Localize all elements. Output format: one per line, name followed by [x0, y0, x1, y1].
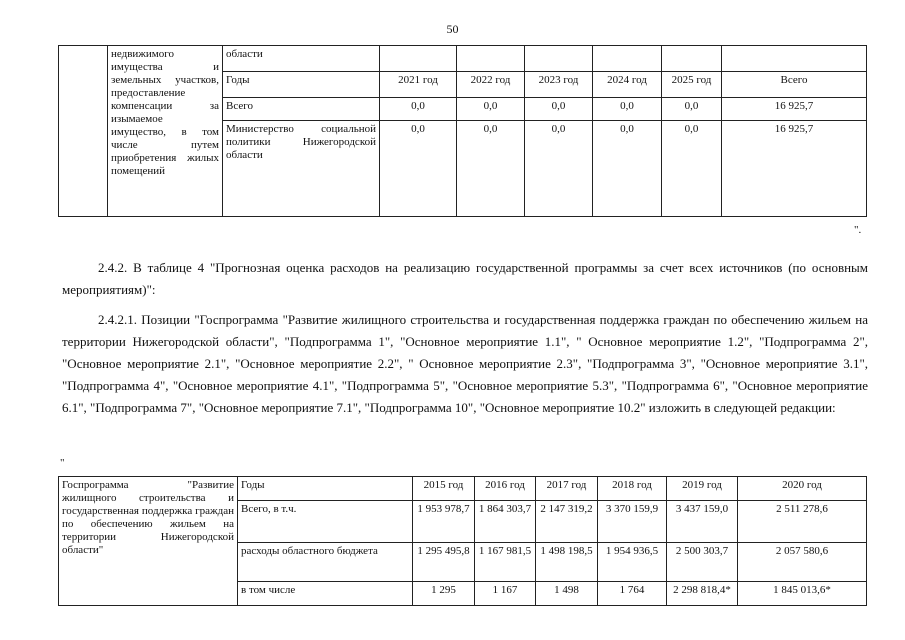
value-cell: 1 295 [413, 582, 475, 606]
year-header: 2022 год [457, 72, 525, 98]
years-label: Годы [238, 477, 413, 501]
row-label: в том числе [238, 582, 413, 606]
value-cell: 0,0 [380, 121, 457, 217]
value-cell: 3 437 159,0 [667, 501, 738, 543]
year-header: 2015 год [413, 477, 475, 501]
value-cell: 2 147 319,2 [536, 501, 598, 543]
value-cell: 2 298 818,4* [667, 582, 738, 606]
year-header: 2021 год [380, 72, 457, 98]
row-label: расходы областного бюджета [238, 543, 413, 582]
year-header: 2017 год [536, 477, 598, 501]
value-cell: 0,0 [662, 98, 722, 121]
year-header: 2020 год [738, 477, 867, 501]
table-expenses-2021-2025 [58, 45, 867, 217]
value-cell: 0,0 [380, 98, 457, 121]
row-label: Всего [223, 98, 380, 121]
total-header: Всего [722, 72, 867, 98]
opening-quote: " [60, 457, 65, 469]
year-header: 2019 год [667, 477, 738, 501]
value-cell: 2 500 303,7 [667, 543, 738, 582]
value-cell: 1 498 [536, 582, 598, 606]
value-cell: 0,0 [457, 98, 525, 121]
value-cell: 1 954 936,5 [598, 543, 667, 582]
value-cell: 2 057 580,6 [738, 543, 867, 582]
paragraph-2-4-2-1: 2.4.2.1. Позиции "Госпрограмма "Развитие жилищного строительства и государственная поддержка граждан по обеспечению жильем на территории Нижегородской области", "Подпрограмма 1", "Основное мероприятие 1.1", " Основное мероприятие 1.2", "Подпрограмма 2", "Основное мероприятие 2.1", "Основное мероприятие 2.2", " Основное мероприятие 2.3", "Подпрограмма 3", "Основное мероприятие 3.1", "Подпрограмма 4", "Основное мероприятие 4.1", "Подпрограмма 5", "Основное мероприятие 5.3", "Подпрограмма 6", "Основное мероприятие 6.1", "Подпрограмма 7", "Основное мероприятие 7.1", "Подпрограмма 10", "Основное мероприятие 10.2" изложить в следующей редакции: [62, 312, 868, 415]
value-cell: 1 295 495,8 [413, 543, 475, 582]
row-label: области [223, 46, 380, 72]
value-cell: 0,0 [525, 98, 593, 121]
value-cell: 16 925,7 [722, 98, 867, 121]
page-number: 50 [446, 22, 459, 36]
value-cell: 3 370 159,9 [598, 501, 667, 543]
value-cell: 1 845 013,6* [738, 582, 867, 606]
empty-code-cell [59, 46, 108, 217]
value-cell: 2 511 278,6 [738, 501, 867, 543]
value-cell: 1 764 [598, 582, 667, 606]
row-label: Министерство социальной политики Нижегородской области [223, 121, 380, 217]
value-cell: 0,0 [662, 121, 722, 217]
closing-quote: ". [854, 224, 862, 236]
value-cell: 1 167 [475, 582, 536, 606]
row-label: Всего, в т.ч. [238, 501, 413, 543]
year-header: 2023 год [525, 72, 593, 98]
table-expenses-2015-2020 [58, 476, 867, 606]
measure-description: недвижимого имущества и земельных участков, предоставление компенсации за изымаемое имущество, в том числе путем приобретения жилых помещений [108, 46, 223, 217]
value-cell: 1 864 303,7 [475, 501, 536, 543]
value-cell: 1 498 198,5 [536, 543, 598, 582]
value-cell: 16 925,7 [722, 121, 867, 217]
value-cell: 1 167 981,5 [475, 543, 536, 582]
years-label: Годы [223, 72, 380, 98]
year-header: 2016 год [475, 477, 536, 501]
paragraph-2-4-2: 2.4.2. В таблице 4 "Прогнозная оценка расходов на реализацию государственной программы за счет всех источников (по основным мероприятиям)": [62, 260, 868, 297]
value-cell: 0,0 [525, 121, 593, 217]
value-cell: 0,0 [457, 121, 525, 217]
year-header: 2025 год [662, 72, 722, 98]
year-header: 2018 год [598, 477, 667, 501]
value-cell: 1 953 978,7 [413, 501, 475, 543]
value-cell: 0,0 [593, 121, 662, 217]
program-description: Госпрограмма "Развитие жилищного строительства и государственная поддержка граждан по обеспечению жильем на территории Нижегородской области" [59, 477, 238, 606]
year-header: 2024 год [593, 72, 662, 98]
value-cell: 0,0 [593, 98, 662, 121]
